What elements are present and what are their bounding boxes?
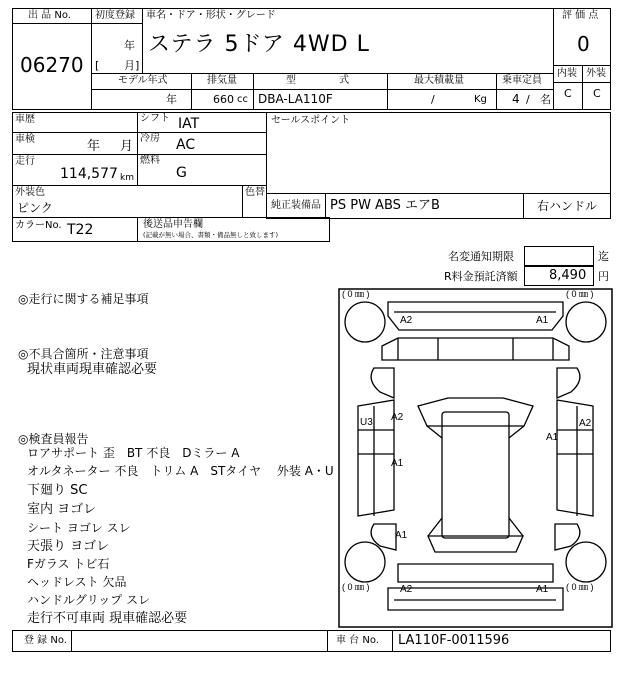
first-reg-month-open: [	[95, 59, 100, 72]
score-value: 0	[577, 32, 590, 56]
specs-divider-2	[253, 73, 254, 110]
damage-mark: A2	[400, 584, 413, 595]
inspector-title: ◎検査員報告	[18, 432, 89, 446]
first-reg-year-unit: 年	[124, 39, 135, 52]
damage-mark: A1	[536, 584, 549, 595]
grade-divider	[553, 82, 611, 83]
first-reg-label: 初度登録	[95, 10, 135, 21]
driving-notes-title: ◎走行に関する補足事項	[18, 292, 149, 306]
ac-label: 冷房	[140, 133, 160, 144]
tire-front-right	[566, 302, 606, 342]
roof	[442, 412, 509, 538]
interior-label: 内装	[557, 68, 577, 79]
name-change-box	[524, 246, 594, 266]
reg-no-value-cell	[71, 630, 328, 652]
color-change-label: 色替	[245, 187, 265, 198]
mileage-value: 114,577	[60, 166, 118, 182]
exterior-color-label: 外装色	[15, 187, 45, 198]
shaken-label: 車検	[15, 134, 35, 145]
recycle-amount: 8,490	[549, 268, 587, 283]
name-change-unit: 迄	[598, 250, 609, 263]
inspector-line: シート ヨゴレ スレ	[27, 521, 131, 535]
aftermarket-note: (記載が無い場合、書類・備品無しと致します)	[143, 231, 279, 239]
damage-mark: A2	[579, 418, 592, 429]
car-diagram-svg	[338, 288, 613, 628]
lot-no-label: 出 品 No.	[28, 10, 71, 21]
tire-label-rear-right: ( 0 ㎜ )	[566, 582, 594, 592]
damage-mark: A1	[546, 432, 559, 443]
interior-grade: C	[564, 87, 572, 100]
first-reg-month-unit: 月]	[124, 59, 140, 72]
max-load-slash: /	[431, 93, 435, 106]
displacement-value: 660	[213, 93, 234, 106]
fuel-label: 燃料	[140, 155, 160, 166]
car-diagram	[338, 288, 613, 628]
mileage-unit: km	[120, 173, 134, 183]
inspector-line: オルタネーター 不良 トリム A STタイヤ 外装 A・U	[27, 464, 334, 478]
sales-point-label: セールスポイント	[271, 115, 351, 126]
hood	[382, 338, 569, 360]
history-label: 車歴	[15, 114, 35, 125]
specs-divider-1	[191, 73, 192, 110]
shift-label: シフト	[140, 113, 170, 124]
max-load-label: 最大積載量	[414, 75, 464, 86]
damage-mark: A1	[391, 458, 404, 469]
inspector-line: 室内 ヨゴレ	[27, 502, 97, 517]
displacement-label: 排気量	[207, 75, 237, 86]
displacement-unit: cc	[237, 94, 248, 105]
mileage-label: 走行	[15, 156, 35, 167]
model-year-unit: 年	[166, 93, 177, 106]
chassis-number: LA110F-0011596	[398, 633, 510, 648]
defects-text: 現状車両現車確認必要	[27, 362, 158, 377]
exterior-label: 外装	[586, 68, 606, 79]
tire-label-rear-left: ( 0 ㎜ )	[342, 582, 370, 592]
damage-mark: A1	[536, 315, 549, 326]
inspector-line: 天張り ヨゴレ	[27, 539, 110, 554]
damage-mark: A2	[400, 315, 413, 326]
capacity-unit: 名	[540, 93, 551, 106]
rear-bumper	[398, 564, 553, 582]
ac-value: AC	[176, 137, 196, 153]
capacity-value: 4	[512, 92, 520, 106]
tire-label-front-left: ( 0 ㎜ )	[342, 289, 370, 299]
damage-mark: A1	[395, 530, 408, 541]
model-year-label: モデル年式	[118, 75, 168, 86]
inspector-line: ハンドルグリップ スレ	[27, 593, 151, 607]
inspector-line: 下廻り SC	[27, 483, 88, 498]
chassis-label: 車 台 No.	[336, 635, 379, 646]
lot-number: 06270	[20, 53, 84, 77]
damage-mark: U3	[360, 417, 373, 428]
defects-title: ◎不具合箇所・注意事項	[18, 347, 149, 361]
inspector-line: 走行不可車両 現車確認必要	[27, 611, 188, 626]
shaken-year-unit: 年	[87, 139, 101, 154]
steering-value: 右ハンドル	[537, 199, 598, 213]
tire-rear-left	[345, 542, 385, 582]
capacity-label: 乗車定員	[502, 75, 542, 86]
shaken-month-unit: 月	[120, 139, 134, 154]
inspector-line: ロアサポート 歪 BT 不良 Dミラー A	[27, 446, 240, 460]
fuel-value: G	[176, 165, 187, 181]
inspector-line: Fガラス トビ石	[27, 557, 110, 571]
recycle-unit: 円	[598, 270, 609, 283]
type-label: 型 式	[286, 75, 350, 86]
damage-mark: A2	[391, 412, 404, 423]
exterior-color-value: ピンク	[17, 201, 53, 215]
shift-value: IAT	[178, 116, 200, 132]
specs-divider-4	[496, 73, 497, 110]
score-label: 評 価 点	[562, 10, 599, 21]
name-change-label: 名変通知期限	[448, 250, 514, 263]
model-type: DBA-LA110F	[258, 92, 333, 106]
capacity-slash: /	[526, 93, 530, 106]
equipment-label: 純正装備品	[271, 200, 321, 211]
recycle-label: R料金預託済額	[444, 270, 518, 283]
max-load-unit: Kg	[474, 94, 487, 105]
inspector-line: ヘッドレスト 欠品	[27, 575, 127, 589]
car-name: ステラ 5ドア 4WD L	[148, 32, 370, 57]
color-no-label: カラーNo.	[15, 220, 62, 231]
tire-front-left	[345, 302, 385, 342]
tire-label-front-right: ( 0 ㎜ )	[566, 289, 594, 299]
color-no-value: T22	[67, 222, 94, 238]
aftermarket-label: 後送品申告欄	[143, 219, 203, 230]
equipment-value: PS PW ABS エアB	[330, 198, 440, 213]
exterior-grade: C	[593, 87, 601, 100]
reg-no-label: 登 録 No.	[24, 635, 67, 646]
tire-rear-right	[566, 542, 606, 582]
car-desc-label: 車名・ドア・形状・グレード	[146, 10, 276, 21]
specs-divider-3	[387, 73, 388, 110]
